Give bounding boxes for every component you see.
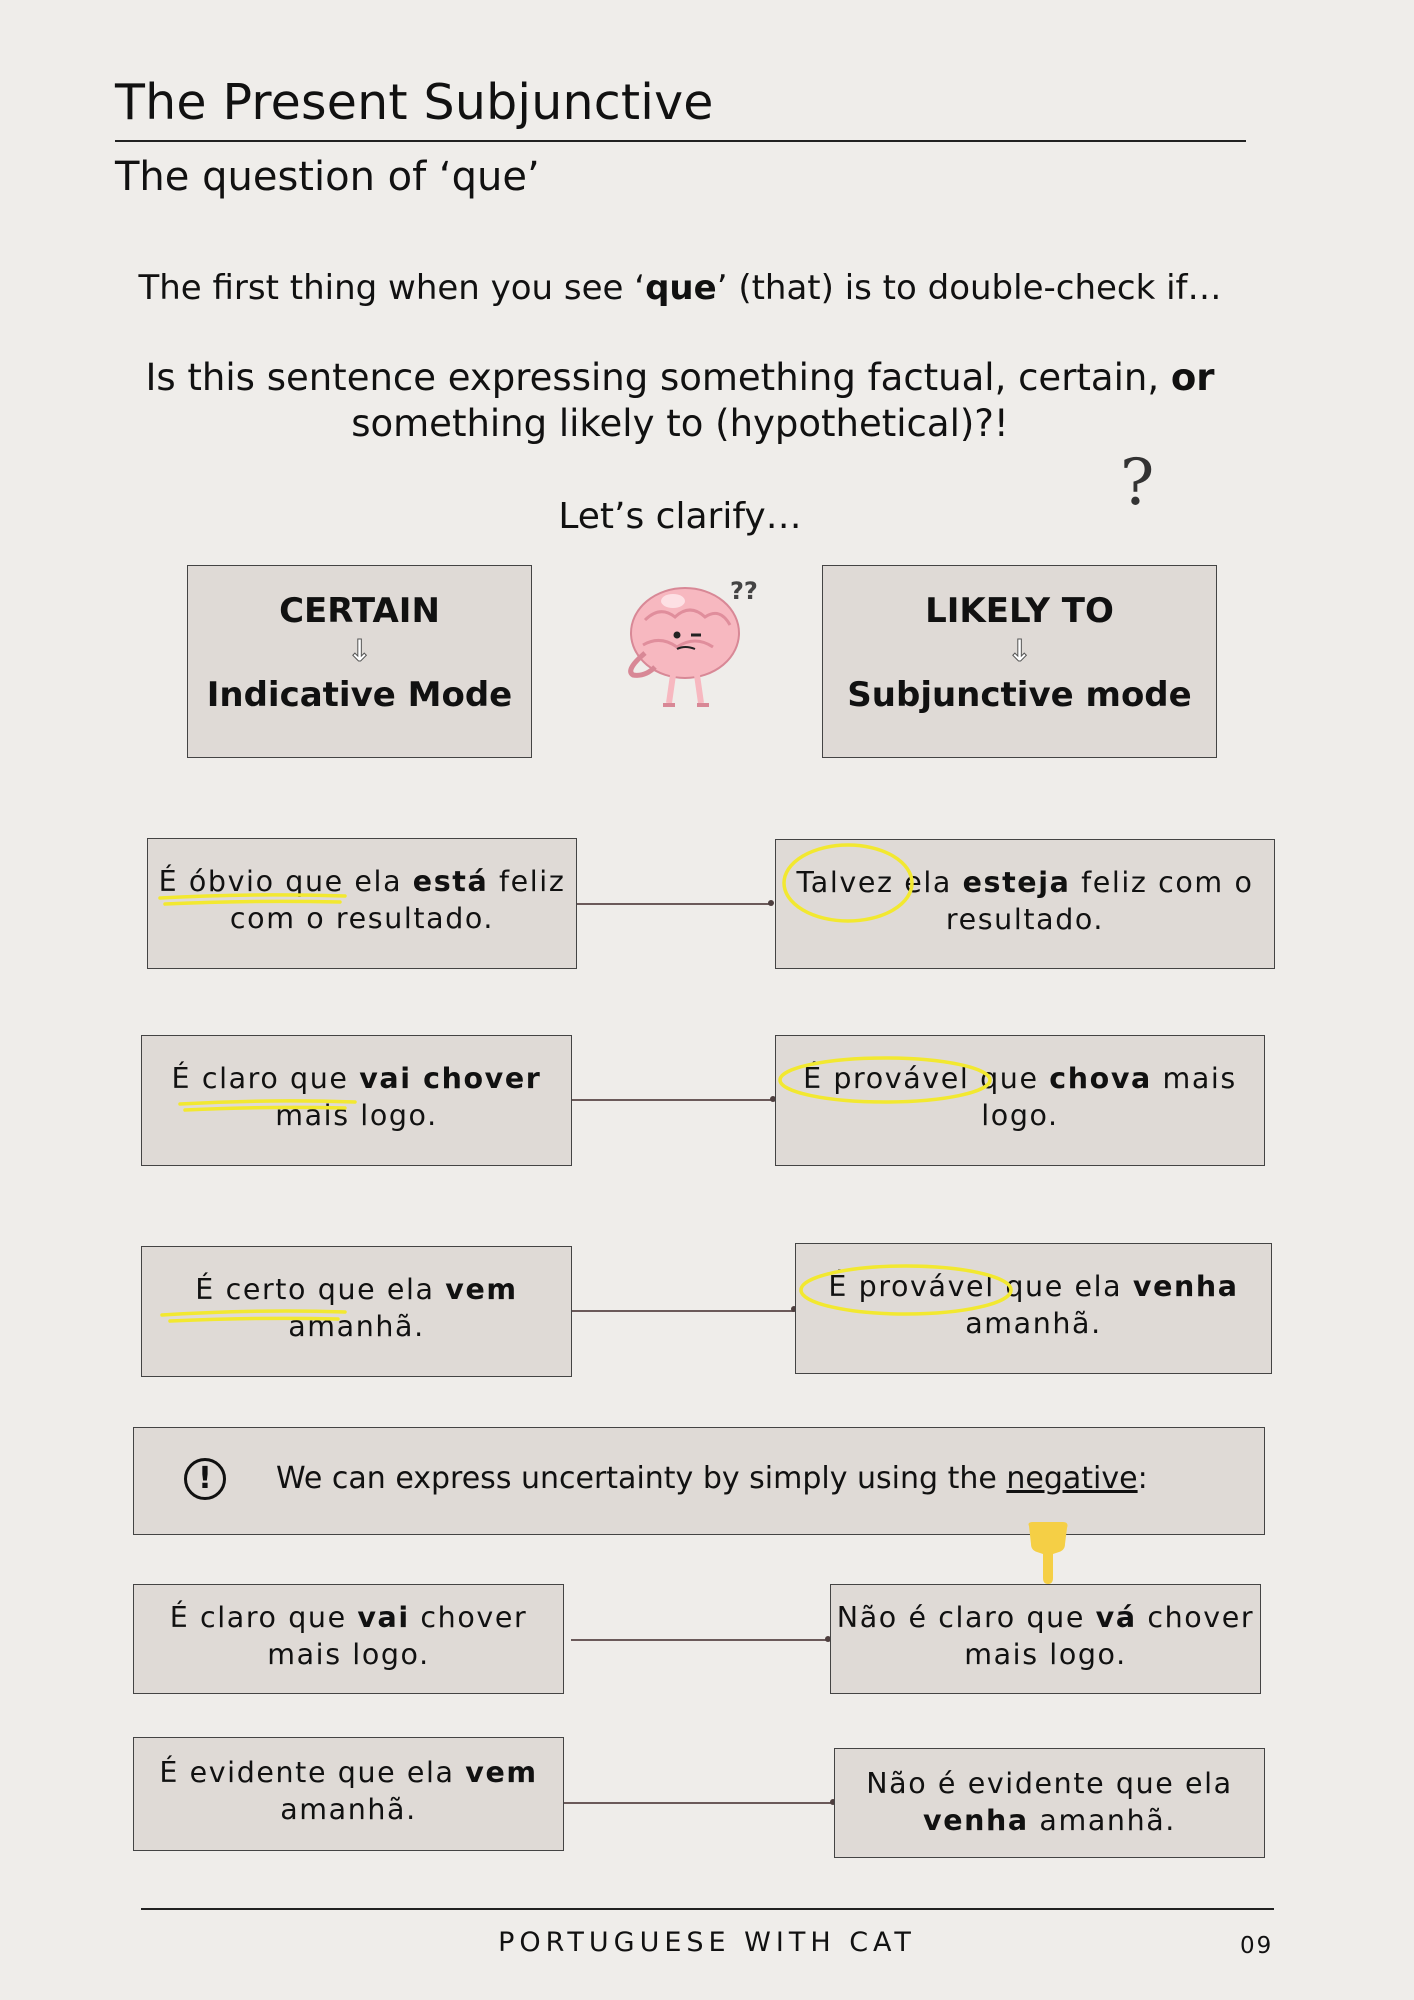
- indicative-mode-label: Indicative Mode: [206, 675, 513, 715]
- down-arrow-icon: ↓: [1006, 634, 1033, 669]
- certain-heading: CERTAIN: [279, 591, 440, 631]
- svg-text:??: ??: [730, 577, 758, 605]
- question-text: Is this sentence expressing something factual, certain, or something likely to (hypothetical)?!: [145, 356, 1215, 445]
- page-number: 09: [1240, 1933, 1274, 1959]
- example-subjunctive-2: É provável que chova mais logo.: [775, 1035, 1265, 1166]
- footer-divider: [141, 1908, 1274, 1910]
- likely-heading: LIKELY TO: [925, 591, 1114, 631]
- subjunctive-mode-label: Subjunctive mode: [847, 675, 1192, 715]
- example-indicative-1: É óbvio que ela está feliz com o resultado.: [147, 838, 577, 969]
- example-subjunctive-3: É provável que ela venha amanhã.: [795, 1243, 1272, 1374]
- down-arrow-icon: ↓: [346, 634, 373, 669]
- exclamation-icon: !: [184, 1458, 226, 1500]
- page-title: The Present Subjunctive: [115, 74, 714, 131]
- negative-subjunctive-1: Não é claro que vá chover mais logo.: [830, 1584, 1261, 1694]
- negative-note-box: [133, 1427, 1265, 1535]
- negative-affirmative-2: É evidente que ela vem amanhã.: [133, 1737, 564, 1851]
- page-subtitle: The question of ‘que’: [115, 154, 540, 200]
- intro-text: The first thing when you see ‘que’ (that) is to double-check if…: [138, 268, 1222, 308]
- negative-affirmative-1: É claro que vai chover mais logo.: [133, 1584, 564, 1694]
- clarify-text: Let’s clarify…: [558, 496, 802, 537]
- negative-subjunctive-2: Não é evidente que ela venha amanhã.: [834, 1748, 1265, 1858]
- connector-line: [571, 1639, 828, 1641]
- note-text: We can express uncertainty by simply using the negative:: [276, 1461, 1148, 1496]
- example-indicative-3: É certo que ela vem amanhã.: [141, 1246, 572, 1377]
- pointing-hand-icon: [1023, 1520, 1073, 1586]
- question-mark-icon: ?: [1120, 446, 1155, 520]
- example-indicative-2: É claro que vai chover mais logo.: [141, 1035, 572, 1166]
- example-subjunctive-1: Talvez ela esteja feliz com o resultado.: [775, 839, 1275, 969]
- connector-line: [564, 1802, 834, 1804]
- footer-brand: PORTUGUESE WITH CAT: [498, 1927, 916, 1958]
